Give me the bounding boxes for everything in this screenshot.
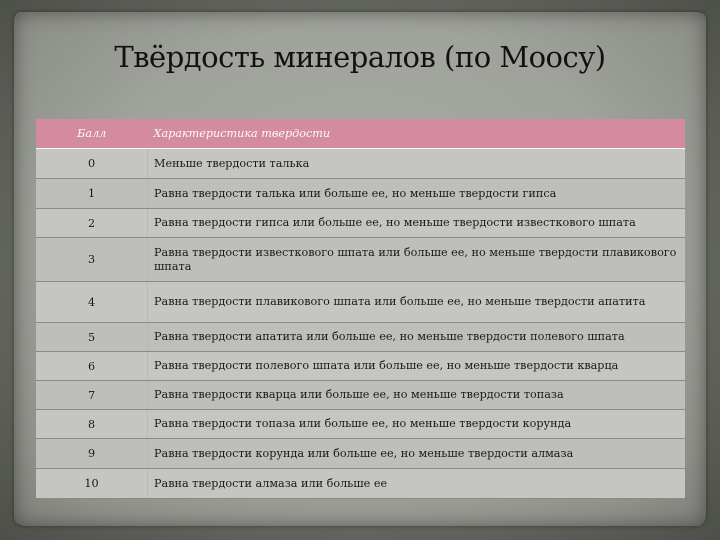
description-cell: Равна твердости известкового шпата или больше ее, но меньше твердости плавикового шпата xyxy=(148,238,686,282)
score-cell: 0 xyxy=(36,149,148,179)
score-cell: 1 xyxy=(36,179,148,209)
table-row xyxy=(36,439,685,469)
score-cell: 10 xyxy=(36,469,148,499)
header-description: Характеристика твердости xyxy=(148,119,686,149)
header-score: Балл xyxy=(36,119,148,149)
score-cell: 4 xyxy=(36,282,148,323)
score-cell: 2 xyxy=(36,209,148,238)
table-row xyxy=(36,282,685,323)
description-cell: Равна твердости корунда или больше ее, но меньше твердости алмаза xyxy=(148,439,686,469)
table-row xyxy=(36,352,685,381)
score-cell: 5 xyxy=(36,323,148,352)
description-cell: Равна твердости топаза или больше ее, но меньше твердости корунда xyxy=(148,410,686,439)
description-cell: Равна твердости полевого шпата или больше ее, но меньше твердости кварца xyxy=(148,352,686,381)
description-cell: Равна твердости гипса или больше ее, но меньше твердости известкового шпата xyxy=(148,209,686,238)
table-row xyxy=(36,410,685,439)
description-cell: Равна твердости кварца или больше ее, но меньше твердости топаза xyxy=(148,381,686,410)
table-row xyxy=(36,323,685,352)
table-row xyxy=(36,209,685,238)
description-cell: Равна твердости талька или больше ее, но меньше твердости гипса xyxy=(148,179,686,209)
table-row xyxy=(36,179,685,209)
hardness-table xyxy=(36,119,685,499)
description-cell: Равна твердости апатита или больше ее, но меньше твердости полевого шпата xyxy=(148,323,686,352)
score-cell: 8 xyxy=(36,410,148,439)
table-row xyxy=(36,149,685,179)
description-cell: Равна твердости плавикового шпата или больше ее, но меньше твердости апатита xyxy=(148,282,686,323)
score-cell: 6 xyxy=(36,352,148,381)
score-cell: 3 xyxy=(36,238,148,282)
slide-title: Твёрдость минералов (по Моосу) xyxy=(114,40,606,74)
table-row xyxy=(36,381,685,410)
table-header-row xyxy=(36,119,685,149)
description-cell: Меньше твердости талька xyxy=(148,149,686,179)
table-row xyxy=(36,238,685,282)
table-row xyxy=(36,469,685,499)
description-cell: Равна твердости алмаза или больше ее xyxy=(148,469,686,499)
score-cell: 7 xyxy=(36,381,148,410)
score-cell: 9 xyxy=(36,439,148,469)
